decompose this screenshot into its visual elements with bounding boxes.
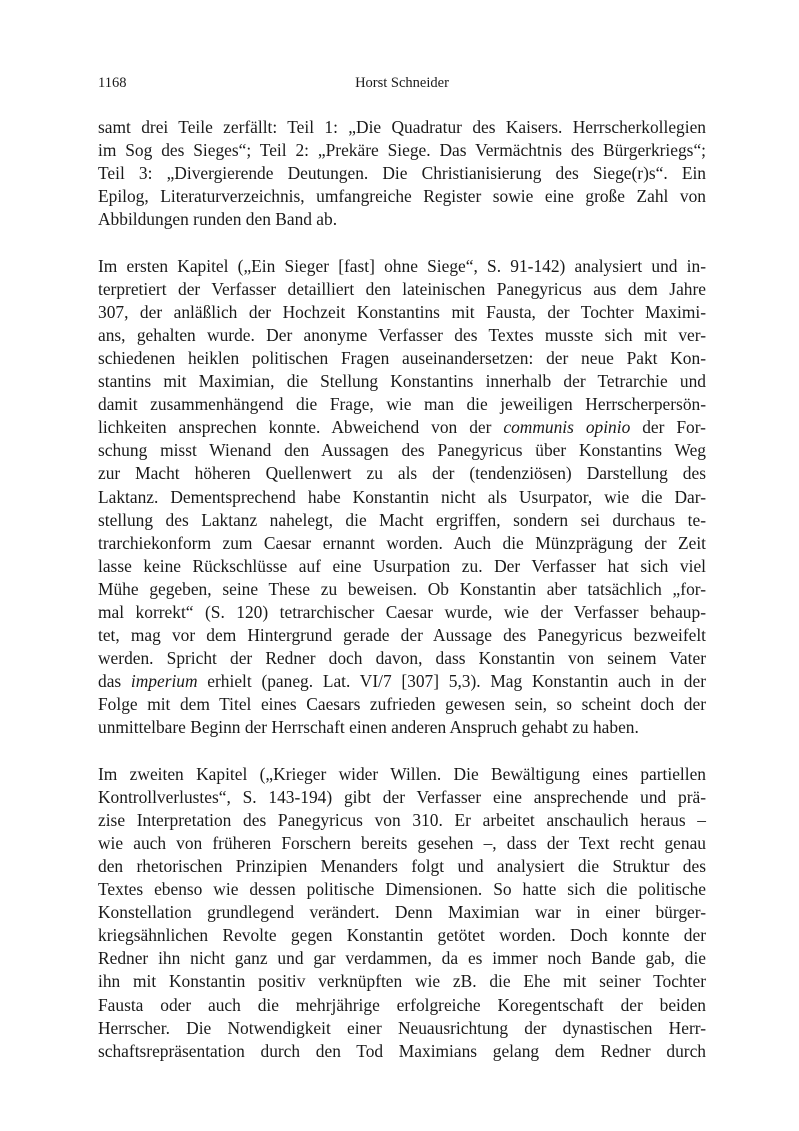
text-run: samt drei Teile zerfällt: Teil 1: „Die Quadratur des Kaisers. Herrscherkollegien bbox=[98, 117, 706, 137]
text-line bbox=[98, 301, 706, 324]
text-line bbox=[98, 947, 706, 970]
text-run: Mühe gegeben, seine These zu beweisen. Ob Konstantin aber tatsächlich „for- bbox=[98, 578, 706, 599]
text-run: stellung des Laktanz nahelegt, die Macht ergriffen, sondern sei durchaus te- bbox=[98, 509, 706, 530]
text-run: schung misst Wienand den Aussagen des Panegyricus über Konstantins Weg bbox=[98, 440, 706, 461]
text-run: der For- bbox=[630, 417, 706, 438]
text-line bbox=[98, 601, 706, 624]
text-run: damit zusammenhängend die Frage, wie man die jeweiligen Herrscherpersön- bbox=[98, 394, 706, 415]
page-number: 1168 bbox=[98, 75, 127, 91]
paragraph bbox=[98, 763, 706, 1063]
text-line bbox=[98, 855, 706, 878]
text-line bbox=[98, 763, 706, 786]
text-run: Textes ebenso wie dessen politische Dimensionen. So hatte sich die politische bbox=[98, 879, 706, 900]
text-line bbox=[98, 693, 706, 716]
text-run: werden. Spricht der Redner doch davon, dass Konstantin von seinem Vater bbox=[98, 648, 706, 669]
text-line bbox=[98, 185, 706, 208]
text-run: Kontrollverlustes“, S. 143-194) gibt der Verfasser eine ansprechende und prä- bbox=[98, 786, 706, 807]
text-line bbox=[98, 439, 706, 462]
running-head: Horst Schneider bbox=[355, 75, 449, 91]
text-line bbox=[98, 624, 706, 647]
text-run: Im ersten Kapitel („Ein Sieger [fast] ohne Siege“, S. 91-142) analysiert und in- bbox=[98, 255, 706, 276]
text-run: im Sog des Sieges“; Teil 2: „Prekäre Siege. Das Vermächtnis des Bürgerkriegs“; bbox=[98, 140, 706, 161]
text-run: zur Macht höheren Quellenwert zu als der (tendenziösen) Darstellung des bbox=[98, 463, 706, 484]
page-body bbox=[98, 116, 706, 1086]
text-run: lasse keine Rückschlüsse auf eine Usurpation zu. Der Verfasser hat sich viel bbox=[98, 555, 706, 576]
text-line bbox=[98, 809, 706, 832]
text-run: Epilog, Literaturverzeichnis, umfangreiche Register sowie eine große Zahl von bbox=[98, 186, 706, 207]
text-line bbox=[98, 139, 706, 162]
text-line bbox=[98, 647, 706, 670]
text-line bbox=[98, 255, 706, 278]
text-line bbox=[98, 716, 706, 739]
text-run: Herrscher. Die Notwendigkeit einer Neuausrichtung der dynastischen Herr- bbox=[98, 1017, 706, 1038]
text-run: den rhetorischen Prinzipien Menanders folgt und analysiert die Struktur des bbox=[98, 856, 706, 876]
text-run: wie auch von früheren Forschern bereits gesehen –, dass der Text recht genau bbox=[98, 832, 706, 853]
text-line bbox=[98, 509, 706, 532]
text-line bbox=[98, 208, 706, 231]
text-line bbox=[98, 462, 706, 485]
text-line bbox=[98, 994, 706, 1017]
text-run: Im zweiten Kapitel („Krieger wider Willen. Die Bewältigung eines partiellen bbox=[98, 763, 706, 784]
text-run: terpretiert der Verfasser detailliert den lateinischen Panegyricus aus dem Jahre bbox=[98, 278, 706, 299]
text-line bbox=[98, 832, 706, 855]
text-line bbox=[98, 970, 706, 993]
text-run: das bbox=[98, 671, 131, 692]
italic-term: imperium bbox=[130, 671, 198, 692]
text-line bbox=[98, 1017, 706, 1040]
text-run: Teil 3: „Divergierende Deutungen. Die Christianisierung des Siege(r)s“. Ein bbox=[98, 163, 706, 184]
text-run: 307, der anläßlich der Hochzeit Konstantins mit Fausta, der Tochter Maximi- bbox=[98, 301, 706, 322]
text-line bbox=[98, 486, 706, 509]
text-run: Laktanz. Dementsprechend habe Konstantin nicht als Usurpator, wie die Dar- bbox=[98, 486, 706, 507]
text-run: schaftsrepräsentation durch den Tod Maximians gelang dem Redner durch bbox=[98, 1040, 706, 1061]
text-run: Konstellation grundlegend verändert. Denn Maximian war in einer bürger- bbox=[98, 902, 706, 923]
text-line bbox=[98, 393, 706, 416]
text-line bbox=[98, 786, 706, 809]
paragraph bbox=[98, 255, 706, 740]
text-run: ihn mit Konstantin positiv verknüpften wie zB. die Ehe mit seiner Tochter bbox=[98, 971, 706, 992]
text-run: trarchiekonform zum Caesar ernannt worden. Auch die Münzprägung der Zeit bbox=[98, 532, 706, 553]
text-run: Folge mit dem Titel eines Caesars zufrieden gewesen sein, so scheint doch der bbox=[98, 694, 706, 715]
text-run: Redner ihn nicht ganz und gar verdammen, da es immer noch Bande gab, die bbox=[98, 948, 706, 969]
text-line bbox=[98, 347, 706, 370]
text-line bbox=[98, 162, 706, 185]
text-run: tet, mag vor dem Hintergrund gerade der Aussage des Panegyricus bezweifelt bbox=[98, 625, 706, 646]
text-line bbox=[98, 116, 706, 139]
text-line bbox=[98, 555, 706, 578]
italic-term: communis opinio bbox=[503, 417, 631, 438]
text-line bbox=[98, 370, 706, 393]
text-run: zise Interpretation des Panegyricus von 310. Er arbeitet anschaulich heraus – bbox=[98, 809, 706, 830]
text-line bbox=[98, 416, 706, 439]
text-run: stantins mit Maximian, die Stellung Konstantins innerhalb der Tetrarchie und bbox=[98, 371, 706, 392]
paragraph bbox=[98, 116, 706, 231]
text-run: lichkeiten ansprechen konnte. Abweichend von der bbox=[98, 417, 504, 438]
text-run: kriegsähnlichen Revolte gegen Konstantin getötet worden. Doch konnte der bbox=[98, 925, 706, 946]
text-run: Abbildungen runden den Band ab. bbox=[98, 209, 338, 230]
text-run: Fausta oder auch die mehrjährige erfolgreiche Koregentschaft der beiden bbox=[98, 994, 706, 1015]
text-line bbox=[98, 324, 706, 347]
text-run: schiedenen heiklen politischen Fragen auseinandersetzen: der neue Pakt Kon- bbox=[98, 347, 706, 368]
text-line bbox=[98, 532, 706, 555]
text-line bbox=[98, 924, 706, 947]
text-line bbox=[98, 878, 706, 901]
text-run: unmittelbare Beginn der Herrschaft einen anderen Anspruch gehabt zu haben. bbox=[98, 717, 639, 738]
text-line bbox=[98, 901, 706, 924]
text-line bbox=[98, 578, 706, 601]
text-line bbox=[98, 670, 706, 693]
text-line bbox=[98, 1040, 706, 1063]
text-line bbox=[98, 278, 706, 301]
text-run: erhielt (paneg. Lat. VI/7 [307] 5,3). Mag Konstantin auch in der bbox=[197, 671, 706, 692]
text-run: mal korrekt“ (S. 120) tetrarchischer Caesar wurde, wie der Verfasser behaup- bbox=[98, 601, 706, 622]
text-run: ans, gehalten wurde. Der anonyme Verfasser des Textes musste sich mit ver- bbox=[98, 324, 706, 345]
